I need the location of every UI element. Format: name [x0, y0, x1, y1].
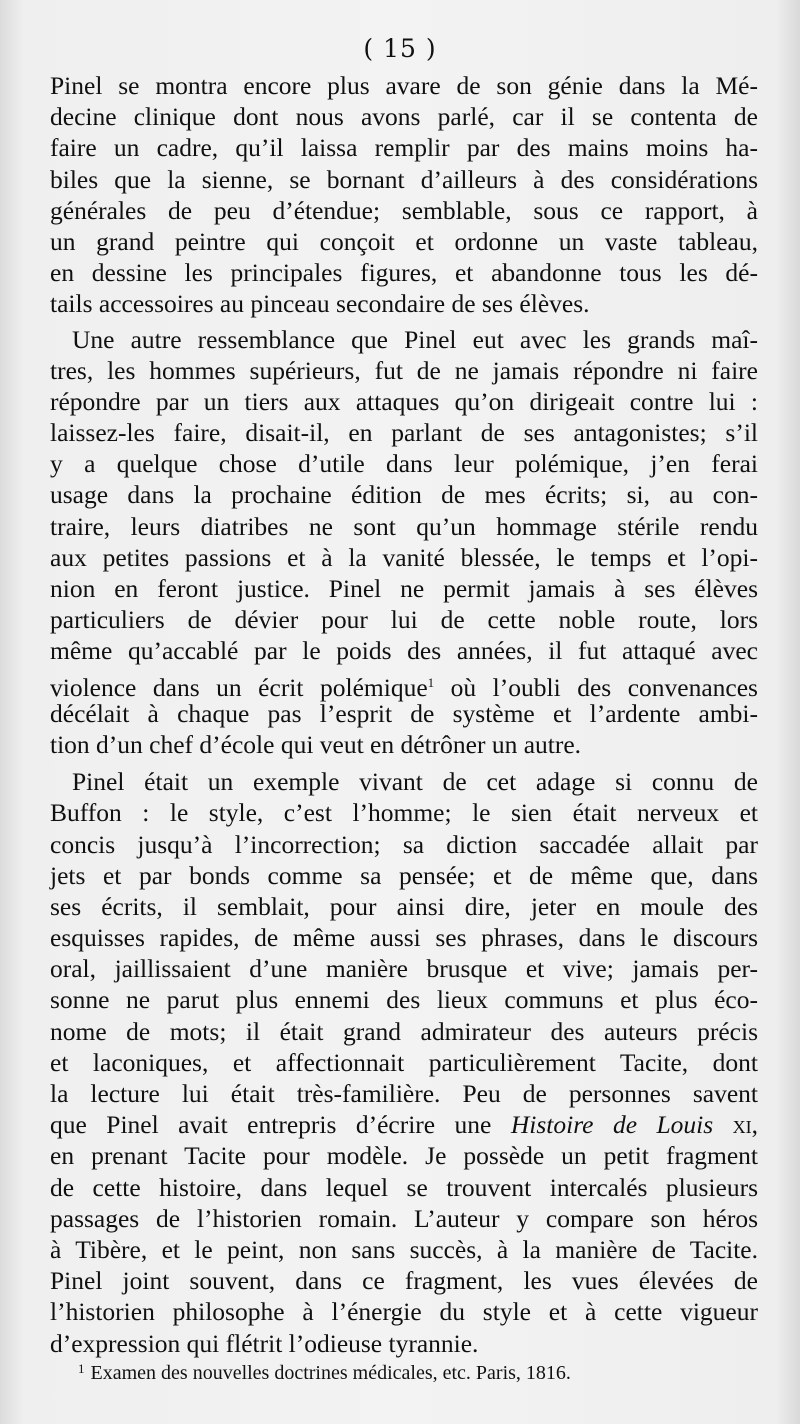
text-line: decine clinique dont nous avons parlé, car il se contenta de: [50, 102, 758, 132]
text-line: Une autre ressemblance que Pinel eut avec les grands maî-: [72, 324, 758, 354]
text-line: d’expression qui flétrit l’odieuse tyrannie.: [50, 1328, 479, 1358]
text-line: et laconiques, et affectionnait particulièrement Tacite, dont: [50, 1047, 758, 1077]
text-line: répondre par un tiers aux attaques qu’on dirigeait contre lui :: [50, 386, 758, 416]
line-end: où l’oubli des convenances: [434, 672, 758, 702]
text-line: oral, jaillissaient d’une manière brusque et vive; jamais per-: [50, 954, 758, 984]
footnote-mark: 1: [78, 1361, 85, 1376]
text-line: tion d’un chef d’école qui veut en détrôner un autre.: [50, 729, 582, 759]
text-line: passages de l’historien romain. L’auteur y compare son héros: [50, 1203, 758, 1233]
text-line-with-title: [50, 1109, 758, 1140]
text-line: Buffon : le style, c’est l’homme; le sien était nerveux et: [50, 798, 758, 828]
text-line: un grand peintre qui conçoit et ordonne un vaste tableau,: [50, 226, 758, 256]
text-line: en prenant Tacite pour modèle. Je possède un petit fragment: [50, 1141, 758, 1171]
text-line: sonne ne parut plus ennemi des lieux communs et plus éco-: [50, 985, 758, 1015]
text-line: de cette histoire, dans lequel se trouvent intercalés plusieurs: [50, 1172, 758, 1202]
text-line: biles que la sienne, se bornant d’ailleurs à des considérations: [50, 164, 758, 194]
text-line: même qu’accablé par le poids des années, il fut attaqué avec: [50, 636, 758, 666]
roman-numeral: xi: [732, 1110, 752, 1140]
text-line: ses écrits, il semblait, pour ainsi dire, jeter en moule des: [50, 891, 758, 921]
text-line: Pinel était un exemple vivant de cet adage si connu de: [72, 767, 758, 797]
line-start: violence dans un écrit polémique: [50, 672, 428, 702]
text-line: concis jusqu’à l’incorrection; sa diction saccadée allait par: [50, 829, 758, 859]
text-line: Pinel joint souvent, dans ce fragment, les vues élevées de: [50, 1266, 758, 1296]
line-start: que Pinel avait entrepris d’écrire une: [50, 1110, 492, 1140]
text-line: faire un cadre, qu’il laissa remplir par des mains moins ha-: [50, 133, 758, 163]
footnote: [78, 1361, 768, 1385]
body-text: [50, 70, 758, 1359]
text-line: à Tibère, et le peint, non sans succès, à la manière de Tacite.: [50, 1234, 758, 1264]
text-line: y a quelque chose d’utile dans leur polémique, j’en ferai: [50, 449, 758, 479]
line-end: ,: [751, 1110, 759, 1140]
text-line: traire, leurs diatribes ne sont qu’un hommage stérile rendu: [50, 511, 758, 541]
text-line: la lecture lui était très-familière. Peu de personnes savent: [50, 1079, 758, 1108]
text-line: esquisses rapides, de même aussi ses phrases, dans le discours: [50, 923, 758, 953]
text-line: l’historien philosophe à l’énergie du style et à cette vigueur: [50, 1297, 758, 1327]
text-line: nome de mots; il était grand admirateur des auteurs précis: [50, 1016, 758, 1046]
text-line: Pinel se montra encore plus avare de son génie dans la Mé-: [50, 71, 758, 100]
page-number: ( 15 ): [363, 34, 437, 63]
text-line-with-footnote: [50, 667, 758, 702]
text-line: générales de peu d’étendue; semblable, sous ce rapport, à: [50, 195, 758, 225]
text-line: usage dans la prochaine édition de mes écrits; si, au con-: [50, 480, 758, 510]
text-line: tres, les hommes supérieurs, fut de ne jamais répondre ni faire: [50, 355, 758, 385]
footnote-text: Examen des nouvelles doctrines médicales, etc. Paris, 1816.: [90, 1362, 571, 1384]
text-line: laissez-les faire, disait-il, en parlant de ses antagonistes; s’il: [50, 418, 758, 448]
text-line: particuliers de dévier pour lui de cette noble route, lors: [50, 605, 758, 635]
text-line: nion en feront justice. Pinel ne permit jamais à ses élèves: [50, 574, 758, 603]
text-line: aux petites passions et à la vanité blessée, le temps et l’opi-: [50, 542, 758, 572]
text-line: jets et par bonds comme sa pensée; et de même que, dans: [50, 860, 758, 890]
text-line: tails accessoires au pinceau secondaire de ses élèves.: [50, 289, 590, 319]
italic-book-title: Histoire de Louis: [510, 1110, 714, 1140]
text-line: en dessine les principales figures, et abandonne tous les dé-: [50, 258, 758, 288]
text-line: décélait à chaque pas l’esprit de système et l’ardente ambi-: [50, 698, 758, 728]
footnote-reference: 1: [427, 674, 435, 690]
